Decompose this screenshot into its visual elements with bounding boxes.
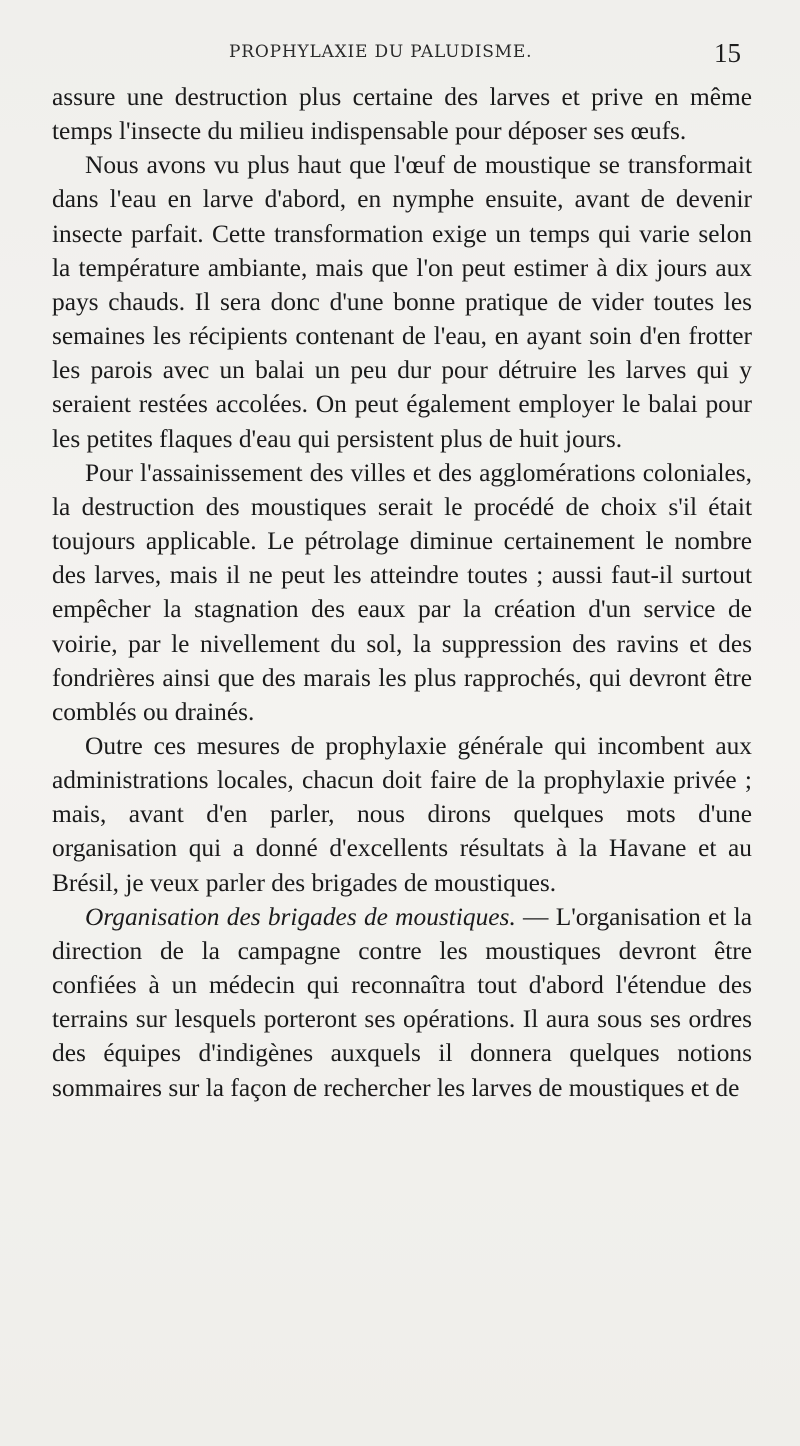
paragraph-continued: assure une destruction plus certaine des larves et prive en même temps l'insecte du milieu indispensable pour déposer ses œufs. [52,83,752,146]
section-heading-brigades: Organisation des brigades de moustiques. [85,902,516,931]
paragraph-mosquito-transformation: Nous avons vu plus haut que l'œuf de moustique se transformait dans l'eau en larve d'abord, en nymphe ensuite, avant de devenir insecte parfait. Cette transformation exige un temps qui varie selon la température ambiante, mais que l'on peut estimer à dix jours aux pays chauds. Il sera donc d'une bonne pratique de vider toutes les semaines les récipients contenant de l'eau, en ayant soin d'en frotter les parois avec un balai un peu dur pour détruire les larves qui y seraient restées accolées. On peut également employer le balai pour les petites flaques d'eau qui persistent plus de huit jours. [52,151,752,453]
body-text [52,80,752,1105]
page-number: 15 [714,38,741,68]
paragraph-private-prophylaxis-text: Outre ces mesures de prophylaxie générale qui incombent aux administrations locales, chacun doit faire de la prophylaxie privée ; mais, avant d'en parler, nous dirons quelques mots d'une organisation qui a donné d'excellents résultats à la Havane et au Brésil, je veux parler des brigades de moustiques. [52,731,752,897]
paragraph-private-prophylaxis [52,729,752,900]
paragraph-town-sanitation: Pour l'assainissement des villes et des agglomérations coloniales, la destruction des moustiques serait le procédé de choix s'il était toujours applicable. Le pétrolage diminue certainement le nombre des larves, mais il ne peut les atteindre toutes ; aussi faut-il surtout empêcher la stagnation des eaux par la création d'un service de voirie, par le nivellement du sol, la suppression des ravins et des fondrières ainsi que des marais les plus rapprochés, qui devront être comblés ou drainés. [52,458,752,726]
paragraph-brigade-organisation-text: — L'organisation et la direction de la campagne contre les moustiques devront être confiées à un médecin qui reconnaîtra tout d'abord l'étendue des terrains sur lesquels porteront ses opérations. Il aura sous ses ordres des équipes d'indigènes auxquels il donnera quelques notions sommaires sur la façon de rechercher les larves de moustiques et de [52,902,752,1102]
paragraph-brigade-organisation [52,900,752,1105]
page-header [0,40,800,70]
running-head: PROPHYLAXIE DU PALUDISME. [229,42,533,62]
